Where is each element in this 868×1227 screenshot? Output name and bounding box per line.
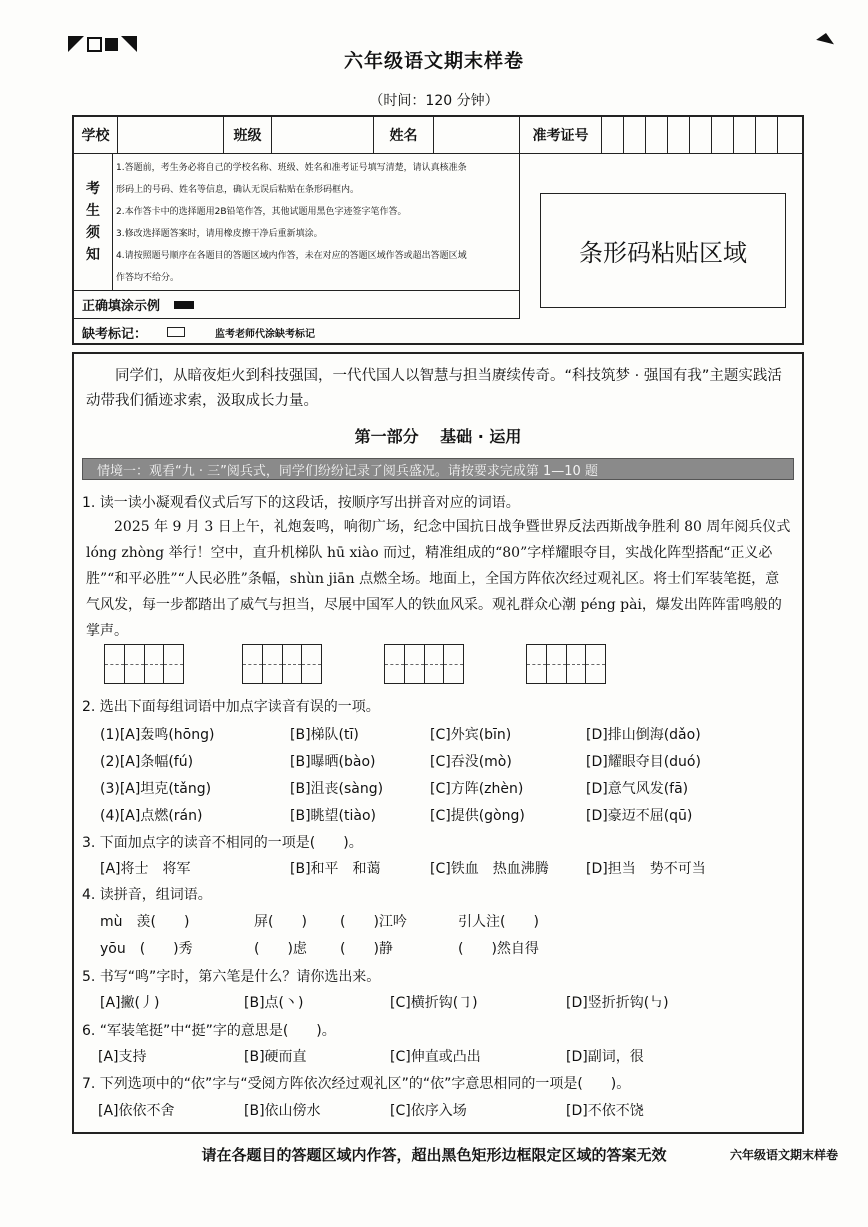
notice-item: 作答均不给分。 xyxy=(116,273,180,283)
q5-option[interactable]: [A]撇(丿) xyxy=(100,995,160,1011)
q2-option[interactable]: [D]耀眼夺目(duó) xyxy=(586,754,701,770)
q5-option[interactable]: [B]点(丶) xyxy=(244,995,304,1011)
q4-blank[interactable]: 屏( ) xyxy=(254,914,307,930)
q7-option[interactable]: [C]依序入场 xyxy=(390,1103,467,1119)
q6-option[interactable]: [A]支持 xyxy=(98,1049,147,1065)
exam-id-digit-box[interactable] xyxy=(778,117,802,153)
footer-page-label: 六年级语文期末样卷 xyxy=(729,1148,838,1162)
notice-item: 4.请按照题号顺序在各题目的答题区域内作答，未在对应的答题区域作答或超出答题区域 xyxy=(116,251,467,261)
notice-item: 形码上的号码、姓名等信息，确认无误后粘贴在条形码框内。 xyxy=(116,185,360,195)
exam-id-digit-box[interactable] xyxy=(756,117,778,153)
q7-option[interactable]: [B]依山傍水 xyxy=(244,1103,321,1119)
intro-paragraph: 同学们，从暗夜炬火到科技强国，一代代国人以智慧与担当赓续传奇。“科技筑梦 · 强国有我”主题实践活动带我们循迹求索，汲取成长力量。 xyxy=(86,368,782,409)
answer-grid[interactable] xyxy=(104,644,184,684)
answer-grid[interactable] xyxy=(526,644,606,684)
class-field[interactable] xyxy=(272,117,374,153)
question-6-stem: 6. “军装笔挺”中“挺”字的意思是( )。 xyxy=(82,1023,336,1039)
part-number: 第一部分 xyxy=(354,427,419,446)
q2-option[interactable]: [B]眺望(tiào) xyxy=(290,808,376,824)
school-label: 学校 xyxy=(74,117,118,153)
exam-id-label: 准考证号 xyxy=(520,117,602,153)
exam-id-digit-box[interactable] xyxy=(734,117,756,153)
barcode-paste-box: 条形码粘贴区域 xyxy=(540,193,786,308)
q2-option[interactable]: [D]意气风发(fā) xyxy=(586,781,689,797)
fill-example-label: 正确填涂示例 xyxy=(82,299,161,314)
q4-blank[interactable]: 引人注( ) xyxy=(458,914,539,930)
q4-blank[interactable]: yōu ( )秀 xyxy=(100,941,193,957)
absent-note: 监考老师代涂缺考标记 xyxy=(215,328,316,340)
q2-option[interactable]: (4)[A]点燃(rán) xyxy=(100,808,203,824)
name-field[interactable] xyxy=(434,117,520,153)
fill-example-row xyxy=(74,291,520,319)
q2-option[interactable]: [B]梯队(tī) xyxy=(290,727,359,743)
notice-heading-char: 知 xyxy=(86,246,100,263)
exam-id-digit-box[interactable] xyxy=(690,117,712,153)
q6-option[interactable]: [B]硬而直 xyxy=(244,1049,307,1065)
q4-blank[interactable]: ( )江吟 xyxy=(340,914,407,930)
q2-option[interactable]: [D]排山倒海(dǎo) xyxy=(586,727,701,743)
absent-mark-row xyxy=(74,319,520,345)
q7-option[interactable]: [A]依依不舍 xyxy=(98,1103,175,1119)
part-title xyxy=(74,424,802,447)
exam-time: （时间：120 分钟） xyxy=(369,93,499,109)
notice-heading-char: 生 xyxy=(86,202,100,219)
q2-option[interactable]: [D]豪迈不屈(qū) xyxy=(586,808,693,824)
name-label: 姓名 xyxy=(374,117,434,153)
question-1-passage: 2025 年 9 月 3 日上午，礼炮轰鸣，响彻广场，纪念中国抗日战争暨世界反法西斯战争胜利 80 周年阅兵仪式 lóng zhòng 举行！空中，直升机梯队 hū xiào 而过，精准组成的“80”字样耀眼夺目，实战化阵型搭配“正义必胜”“和平必胜”“人民必胜”条幅，shùn jiān 点燃全场。地面上，全国方阵依次经过观礼区。将士们军装笔挺，意气风发，每一步都踏出了威气与担当，尽展中国军人的铁血风采。观礼群众心潮 péng pài，爆发出阵阵雷鸣般的掌声。 xyxy=(86,519,791,639)
student-info-table xyxy=(72,115,804,345)
page-title: 六年级语文期末样卷 xyxy=(343,50,524,72)
q2-option[interactable]: [C]吞没(mò) xyxy=(430,754,512,770)
question-1-stem: 1. 读一读小凝观看仪式后写下的这段话，按顺序写出拼音对应的词语。 xyxy=(82,495,520,511)
barcode-area xyxy=(520,153,804,343)
scenario-banner: 情境一：观看“九 · 三”阅兵式，同学们纷纷记录了阅兵盛况。请按要求完成第 1—10 题 xyxy=(82,458,794,480)
footer-notice: 请在各题目的答题区域内作答，超出黑色矩形边框限定区域的答案无效 xyxy=(201,1146,667,1164)
exam-id-digit-box[interactable] xyxy=(602,117,624,153)
exam-id-digit-box[interactable] xyxy=(646,117,668,153)
q2-option[interactable]: [B]沮丧(sàng) xyxy=(290,781,384,797)
exam-id-digit-box[interactable] xyxy=(712,117,734,153)
part-name: 基础 · 运用 xyxy=(440,427,522,446)
q5-option[interactable]: [C]横折钩(㇆) xyxy=(390,995,478,1011)
question-5-stem: 5. 书写“鸣”字时，第六笔是什么？请你选出来。 xyxy=(82,969,381,985)
q3-option[interactable]: [A]将士 将军 xyxy=(100,861,191,877)
q2-option[interactable]: [C]方阵(zhèn) xyxy=(430,781,524,797)
q3-option[interactable]: [C]铁血 热血沸腾 xyxy=(430,861,549,877)
answer-grid[interactable] xyxy=(242,644,322,684)
notice-heading-char: 须 xyxy=(86,224,100,241)
answer-region xyxy=(72,352,804,1134)
notice-list xyxy=(116,157,516,289)
class-label: 班级 xyxy=(224,117,272,153)
absent-label: 缺考标记： xyxy=(82,326,148,342)
exam-notice xyxy=(74,153,520,291)
q3-option[interactable]: [D]担当 势不可当 xyxy=(586,861,706,877)
q7-option[interactable]: [D]不依不饶 xyxy=(566,1103,644,1119)
notice-item: 1.答题前，考生务必将自己的学校名称、班级、姓名和准考证号填写清楚，请认真核准条 xyxy=(116,163,467,173)
q4-blank[interactable]: ( )然自得 xyxy=(458,941,539,957)
q2-option[interactable]: (3)[A]坦克(tǎng) xyxy=(100,781,212,797)
school-field[interactable] xyxy=(118,117,224,153)
answer-grid[interactable] xyxy=(384,644,464,684)
absent-checkbox[interactable] xyxy=(167,327,185,337)
question-3-stem: 3. 下面加点字的读音不相同的一项是( )。 xyxy=(82,835,363,851)
q2-option[interactable]: (1)[A]轰鸣(hōng) xyxy=(100,727,215,743)
q3-option[interactable]: [B]和平 和蔼 xyxy=(290,861,381,877)
notice-heading-char: 考 xyxy=(86,180,100,197)
notice-item: 2.本作答卡中的选择题用2B铅笔作答，其他试题用黑色字迹签字笔作答。 xyxy=(116,207,407,217)
q5-option[interactable]: [D]竖折折钩(㇉) xyxy=(566,995,669,1011)
filled-bubble-icon xyxy=(174,301,194,309)
question-7-stem: 7. 下列选项中的“依”字与“受阅方阵依次经过观礼区”的“依”字意思相同的一项是( )。 xyxy=(82,1076,631,1092)
exam-id-digit-box[interactable] xyxy=(624,117,646,153)
exam-id-digit-box[interactable] xyxy=(668,117,690,153)
q4-blank[interactable]: ( )虑 xyxy=(254,941,307,957)
info-row xyxy=(74,117,802,154)
q2-option[interactable]: [B]曝晒(bào) xyxy=(290,754,376,770)
q4-blank[interactable]: ( )静 xyxy=(340,941,393,957)
q6-option[interactable]: [C]伸直或凸出 xyxy=(390,1049,481,1065)
question-2-stem: 2. 选出下面每组词语中加点字读音有误的一项。 xyxy=(82,699,380,715)
q2-option[interactable]: (2)[A]条幅(fú) xyxy=(100,754,194,770)
question-4-stem: 4. 读拼音，组词语。 xyxy=(82,887,212,903)
q6-option[interactable]: [D]副词，很 xyxy=(566,1049,644,1065)
q4-blank[interactable]: mù 羡( ) xyxy=(100,914,190,930)
notice-heading xyxy=(74,153,113,290)
notice-item: 3.修改选择题答案时，请用橡皮擦干净后重新填涂。 xyxy=(116,229,323,239)
q2-option[interactable]: [C]提供(gòng) xyxy=(430,808,525,824)
q2-option[interactable]: [C]外宾(bīn) xyxy=(430,727,512,743)
answer-grid-group xyxy=(104,644,784,686)
